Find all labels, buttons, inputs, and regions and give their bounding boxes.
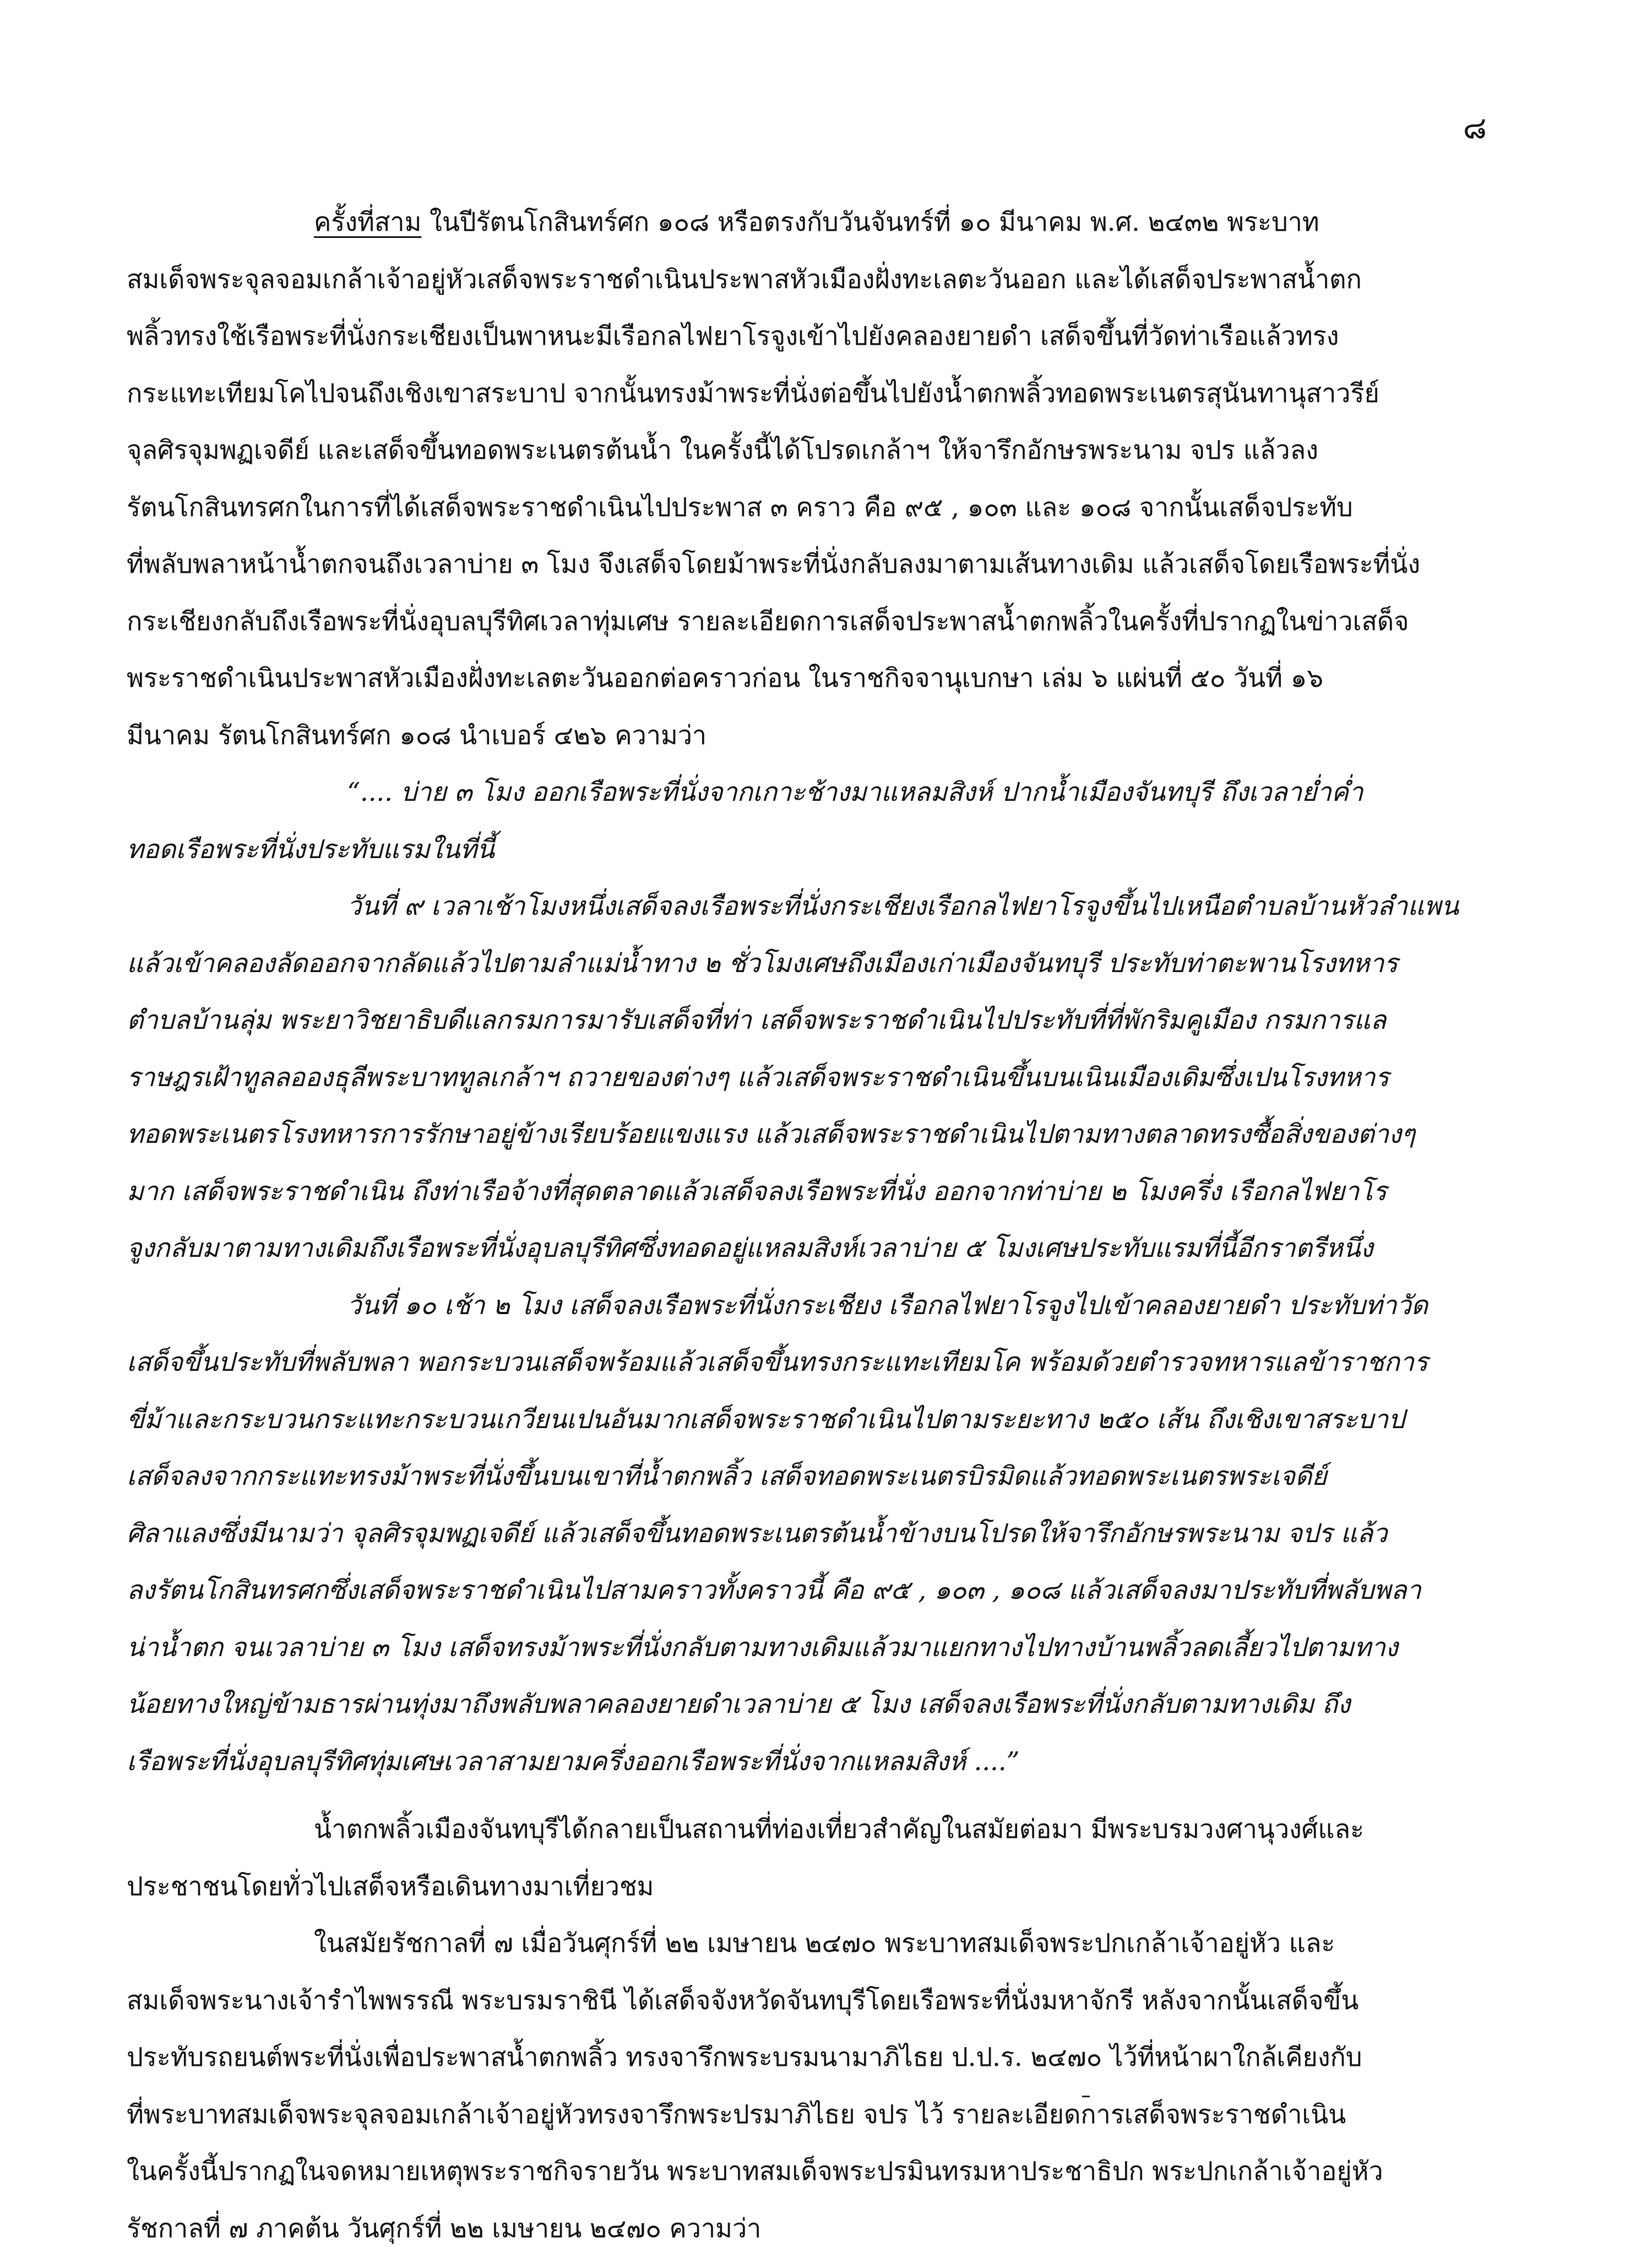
paragraph-2-line-first: น้ำตกพลิ้วเมืองจันทบุรีได้กลายเป็นสถานที่ท่องเที่ยวสำคัญในสมัยต่อมา มีพระบรมวงศานุวงศ์และ xyxy=(127,1801,1525,1858)
paragraph-3-line-first: ในสมัยรัชกาลที่ ๗ เมื่อวันศุกร์ที่ ๒๒ เมษายน ๒๔๗๐ พระบาทสมเด็จพระปกเกล้าเจ้าอยู่หัว และ xyxy=(127,1915,1525,1972)
paragraph-2 xyxy=(127,1801,1525,1915)
paragraph-1-line-1 xyxy=(127,194,1525,251)
quote-3-line-first: วันที่ ๑๐ เช้า ๒ โมง เสด็จลงเรือพระที่นั่งกระเชียง เรือกลไฟยาโรจูงไปเข้าคลองยายดำ ประทับท่าวัด xyxy=(127,1277,1525,1334)
quote-2-line: ตำบลบ้านลุ่ม พระยาวิชยาธิบดีแลกรมการมารับเสด็จที่ท่า เสด็จพระราชดำเนินไปประทับที่ที่พักริมคูเมือง กรมการแล xyxy=(127,992,1525,1049)
paragraph-3 xyxy=(127,1915,1525,2257)
paragraph-1 xyxy=(127,194,1525,764)
page-number: ๘ xyxy=(1463,113,1487,144)
quote-block-3 xyxy=(127,1277,1525,1791)
quote-2-line: มาก เสด็จพระราชดำเนิน ถึงท่าเรือจ้างที่สุดตลาดแล้วเสด็จลงเรือพระที่นั่ง ออกจากท่าบ่าย ๒ โมงครึ่ง เรือกลไฟยาโร xyxy=(127,1163,1525,1220)
quote-1-line: “.... บ่าย ๓ โมง ออกเรือพระที่นั่งจากเกาะช้างมาแหลมสิงห์ ปากน้ำเมืองจันทบุรี ถึงเวลาย่ำค่ำ xyxy=(127,764,1525,821)
quote-3-line: ลงรัตนโกสินทรศกซึ่งเสด็จพระราชดำเนินไปสามคราวทั้งคราวนี้ คือ ๙๕ , ๑๐๓ , ๑๐๘ แล้วเสด็จลงมาประทับที่พลับพลา xyxy=(127,1562,1525,1619)
paragraph-2-line: ประชาชนโดยทั่วไปเสด็จหรือเดินทางมาเที่ยวชม xyxy=(127,1858,1525,1916)
quote-block-1 xyxy=(127,764,1525,878)
quote-3-line: เรือพระที่นั่งอุบลบุรีทิศทุ่มเศษเวลาสามยามครึ่งออกเรือพระที่นั่งจากแหลมสิงห์ ....” xyxy=(127,1733,1525,1791)
paragraph-1-line: พลิ้วทรงใช้เรือพระที่นั่งกระเชียงเป็นพาหนะมีเรือกลไฟยาโรจูงเข้าไปยังคลองยายดำ เสด็จขึ้นที่วัดท่าเรือแล้วทรง xyxy=(127,308,1525,365)
quote-block-2 xyxy=(127,878,1525,1277)
paragraph-3-line: รัชกาลที่ ๗ ภาคต้น วันศุกร์ที่ ๒๒ เมษายน ๒๔๗๐ ความว่า xyxy=(127,2200,1525,2257)
stray-scan-mark xyxy=(1082,2096,1090,2097)
paragraph-1-line: สมเด็จพระจุลจอมเกล้าเจ้าอยู่หัวเสด็จพระราชดำเนินประพาสหัวเมืองฝั่งทะเลตะวันออก และได้เสด็จประพาสน้ำตก xyxy=(127,251,1525,308)
document-body xyxy=(127,194,1525,2257)
quote-1-line: ทอดเรือพระที่นั่งประทับแรมในที่นี้ xyxy=(127,821,1525,878)
quote-3-line: เสด็จขึ้นประทับที่พลับพลา พอกระบวนเสด็จพร้อมแล้วเสด็จขึ้นทรงกระแทะเทียมโค พร้อมด้วยตำรวจทหารแลข้าราชการ xyxy=(127,1334,1525,1391)
quote-2-line: ทอดพระเนตรโรงทหารการรักษาอยู่ข้างเรียบร้อยแขงแรง แล้วเสด็จพระราชดำเนินไปตามทางตลาดทรงซื้อสิ่งของต่างๆ xyxy=(127,1106,1525,1163)
paragraph-3-line: สมเด็จพระนางเจ้ารำไพพรรณี พระบรมราชินี ได้เสด็จจังหวัดจันทบุรีโดยเรือพระที่นั่งมหาจักรี หลังจากนั้นเสด็จขึ้น xyxy=(127,1972,1525,2030)
quote-2-line: จูงกลับมาตามทางเดิมถึงเรือพระที่นั่งอุบลบุรีทิศซึ่งทอดอยู่แหลมสิงห์เวลาบ่าย ๕ โมงเศษประทับแรมที่นี้อีกราตรีหนึ่ง xyxy=(127,1220,1525,1277)
paragraph-3-line: ที่พระบาทสมเด็จพระจุลจอมเกล้าเจ้าอยู่หัวทรงจารึกพระปรมาภิไธย จปร ไว้ รายละเอียดการเสด็จพระราชดำเนิน xyxy=(127,2086,1525,2144)
quote-3-line: เสด็จลงจากกระแทะทรงม้าพระที่นั่งขึ้นบนเขาที่น้ำตกพลิ้ว เสด็จทอดพระเนตรบิรมิดแล้วทอดพระเนตรพระเจดีย์ xyxy=(127,1448,1525,1505)
quote-3-line: ศิลาแลงซึ่งมีนามว่า จุลศิรจุมพฏเจดีย์ แล้วเสด็จขึ้นทอดพระเนตรต้นน้ำข้างบนโปรดให้จารึกอักษรพระนาม จปร แล้ว xyxy=(127,1505,1525,1562)
paragraph-1-line: มีนาคม รัตนโกสินทร์ศก ๑๐๘ นำเบอร์ ๔๒๖ ความว่า xyxy=(127,707,1525,764)
paragraph-1-line: พระราชดำเนินประพาสหัวเมืองฝั่งทะเลตะวันออกต่อคราวก่อน ในราชกิจจานุเบกษา เล่ม ๖ แผ่นที่ ๕๐ วันที่ ๑๖ xyxy=(127,650,1525,707)
paragraph-spacer xyxy=(127,1790,1525,1801)
paragraph-1-line: รัตนโกสินทรศกในการที่ได้เสด็จพระราชดำเนินไปประพาส ๓ คราว คือ ๙๕ , ๑๐๓ และ ๑๐๘ จากนั้นเสด็จประทับ xyxy=(127,479,1525,536)
paragraph-1-line: กระเชียงกลับถึงเรือพระที่นั่งอุบลบุรีทิศเวลาทุ่มเศษ รายละเอียดการเสด็จประพาสน้ำตกพลิ้วในครั้งที่ปรากฏในข่าวเสด็จ xyxy=(127,593,1525,650)
quote-3-line: น่าน้ำตก จนเวลาบ่าย ๓ โมง เสด็จทรงม้าพระที่นั่งกลับตามทางเดิมแล้วมาแยกทางไปทางบ้านพลิ้วลดเลี้ยวไปตามทาง xyxy=(127,1619,1525,1677)
quote-2-line-first: วันที่ ๙ เวลาเช้าโมงหนึ่งเสด็จลงเรือพระที่นั่งกระเชียงเรือกลไฟยาโรจูงขึ้นไปเหนือตำบลบ้านหัวลำแพน xyxy=(127,878,1525,935)
paragraph-1-line: กระแทะเทียมโคไปจนถึงเชิงเขาสระบาป จากนั้นทรงม้าพระที่นั่งต่อขึ้นไปยังน้ำตกพลิ้วทอดพระเนตรสุนันทานุสาวรีย์ xyxy=(127,365,1525,422)
quote-3-line: ขี่ม้าและกระบวนกระแทะกระบวนเกวียนเปนอันมากเสด็จพระราชดำเนินไปตามระยะทาง ๒๕๐ เส้น ถึงเชิงเขาสระบาป xyxy=(127,1391,1525,1448)
section-heading: ครั้งที่สาม xyxy=(314,207,421,237)
quote-2-line: ราษฎรเฝ้าทูลลอองธุลีพระบาททูลเกล้าฯ ถวายของต่างๆ แล้วเสด็จพระราชดำเนินขึ้นบนเนินเมืองเดิมซึ่งเปนโรงทหาร xyxy=(127,1049,1525,1106)
quote-2-line: แล้วเข้าคลองลัดออกจากลัดแล้วไปตามลำแม่น้ำทาง ๒ ชั่วโมงเศษถึงเมืองเก่าเมืองจันทบุรี ประทับท่าตะพานโรงทหาร xyxy=(127,935,1525,992)
paragraph-3-line: ในครั้งนี้ปรากฏในจดหมายเหตุพระราชกิจรายวัน พระบาทสมเด็จพระปรมินทรมหาประชาธิปก พระปกเกล้าเจ้าอยู่หัว xyxy=(127,2143,1525,2200)
paragraph-1-line-1-text: ในปีรัตนโกสินทร์ศก ๑๐๘ หรือตรงกับวันจันทร์ที่ ๑๐ มีนาคม พ.ศ. ๒๔๓๒ พระบาท xyxy=(421,207,1319,237)
paragraph-1-line: ที่พลับพลาหน้าน้ำตกจนถึงเวลาบ่าย ๓ โมง จึงเสด็จโดยม้าพระที่นั่งกลับลงมาตามเส้นทางเดิม แล้วเสด็จโดยเรือพระที่นั่ง xyxy=(127,536,1525,593)
paragraph-1-line: จุลศิรจุมพฏเจดีย์ และเสด็จขึ้นทอดพระเนตรต้นน้ำ ในครั้งนี้ได้โปรดเกล้าฯ ให้จารึกอักษรพระนาม จปร แล้วลง xyxy=(127,422,1525,479)
quote-3-line: น้อยทางใหญ่ข้ามธารผ่านทุ่งมาถึงพลับพลาคลองยายดำเวลาบ่าย ๕ โมง เสด็จลงเรือพระที่นั่งกลับตามทางเดิม ถึง xyxy=(127,1676,1525,1733)
paragraph-3-line: ประทับรถยนต์พระที่นั่งเพื่อประพาสน้ำตกพลิ้ว ทรงจารึกพระบรมนามาภิไธย ป.ป.ร. ๒๔๗๐ ไว้ที่หน้าผาใกล้เคียงกับ xyxy=(127,2029,1525,2086)
